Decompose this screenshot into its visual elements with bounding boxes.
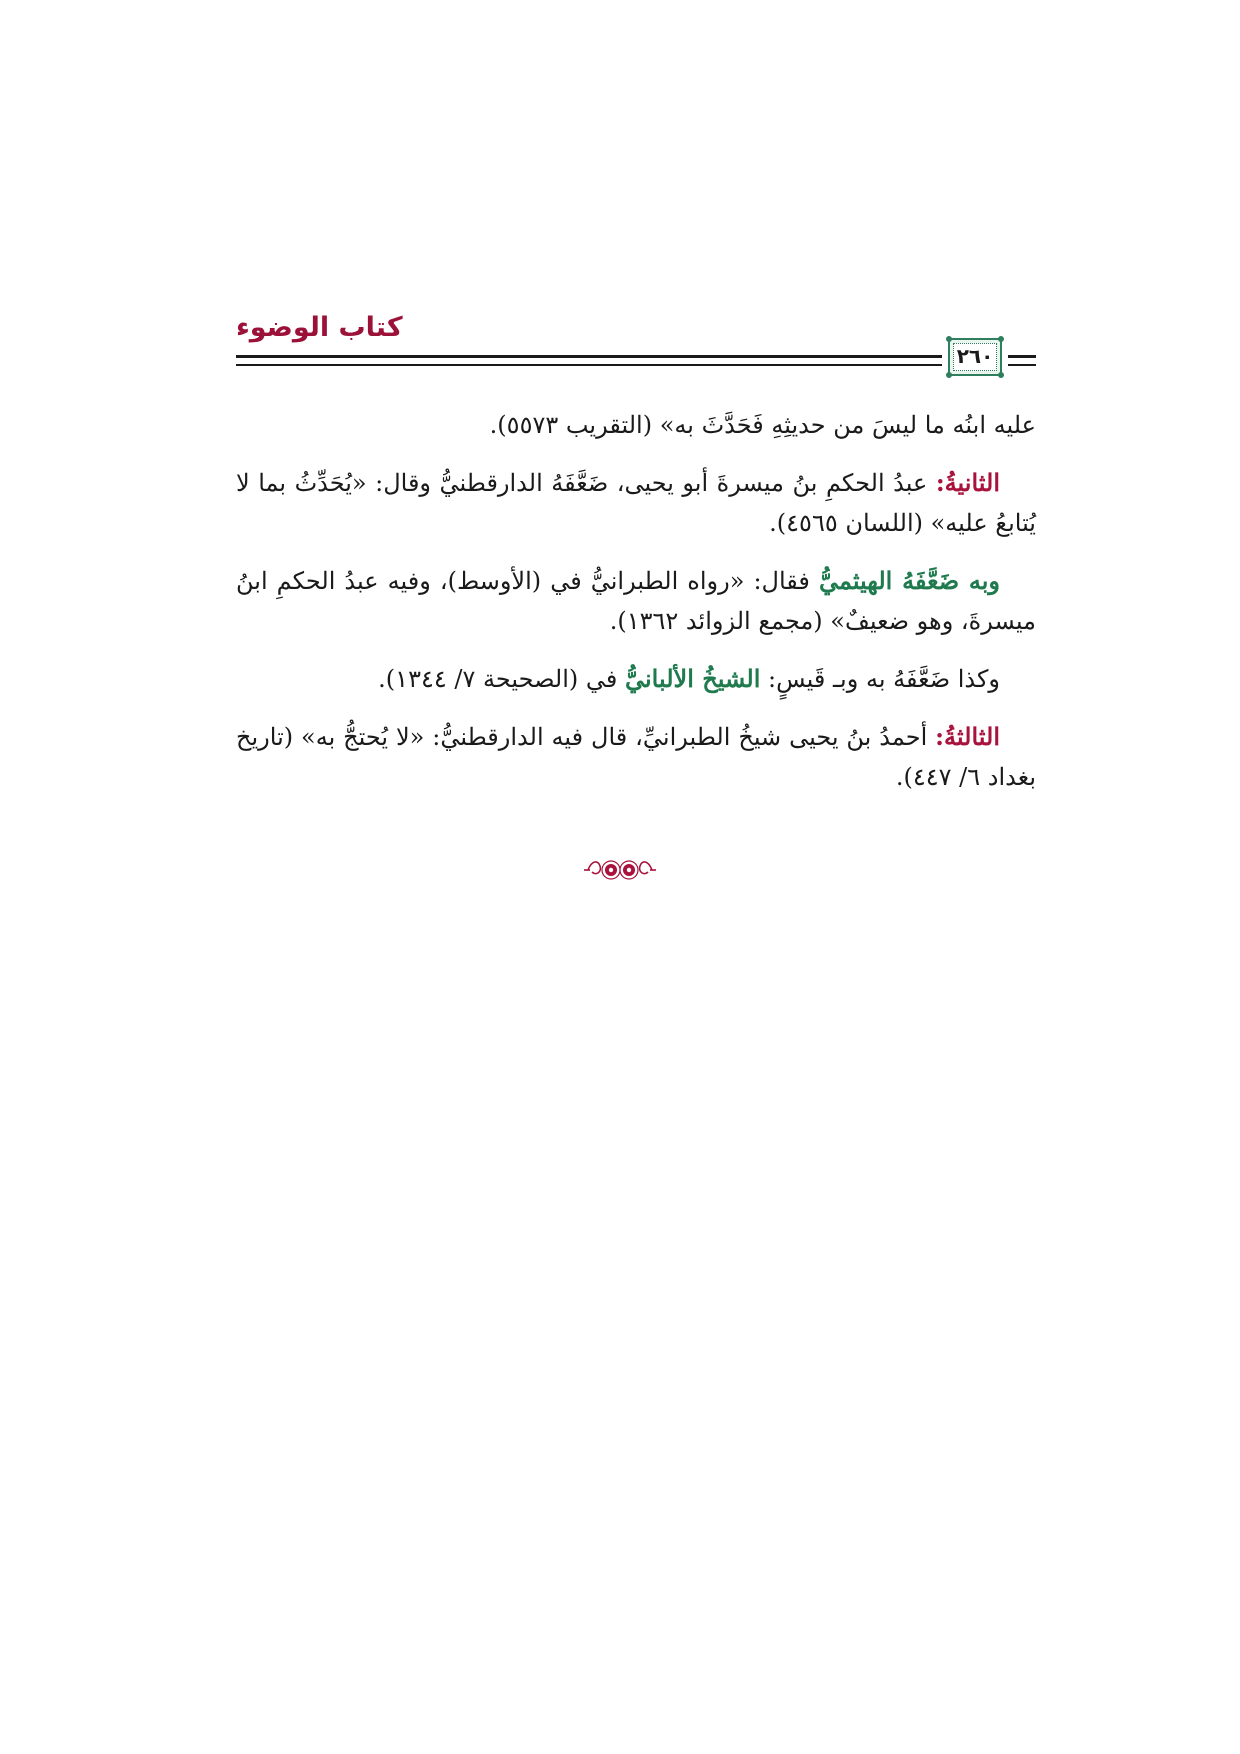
paragraph-second-defect — [236, 463, 1036, 543]
paragraph-third-defect — [236, 717, 1036, 797]
paragraph-heading: وبه ضَعَّفَهُ الهيثميُّ — [818, 566, 1000, 595]
paragraph-continuation — [236, 405, 1036, 445]
floral-divider-icon — [580, 850, 660, 890]
header-rule-thin — [236, 364, 942, 366]
paragraph-haythami — [236, 561, 1036, 641]
paragraph-albani — [236, 659, 1036, 699]
header-rule-thin-right — [1008, 364, 1036, 366]
paragraph-heading: الثالثةُ: — [935, 722, 1000, 751]
book-title: كتاب الوضوء — [236, 312, 403, 343]
paragraph-heading: الشيخُ الألبانيُّ — [624, 664, 761, 693]
paragraph-text: عليه ابنُه ما ليسَ من حديثِهِ فَحَدَّثَ به» (التقريب ٥٥٧٣). — [489, 411, 1036, 439]
frame-corner-icon — [998, 372, 1004, 378]
paragraph-text-after: في (الصحيحة ٧/ ١٣٤٤). — [378, 665, 625, 693]
page-number-frame — [948, 338, 1002, 376]
page-header — [236, 312, 1036, 384]
paragraph-heading: الثانيةُ: — [935, 468, 1000, 497]
header-rule-thick-right — [1008, 355, 1036, 358]
paragraph-text-before: وكذا ضَعَّفَهُ به وبـ قَيسٍ: — [760, 665, 1000, 693]
page-number: ٢٦٠ — [956, 344, 994, 368]
paragraph-text: عبدُ الحكمِ بنُ ميسرةَ أبو يحيى، ضَعَّفَهُ الدارقطنيُّ وقال: «يُحَدِّثُ بما لا يُتابعُ عليه» (اللسان ٤٥٦٥). — [236, 469, 1036, 537]
paragraph-text: فقال: «رواه الطبرانيُّ في (الأوسط)، وفيه عبدُ الحكمِ ابنُ ميسرةَ، وهو ضعيفٌ» (مجمع الزوائد ١٣٦٢). — [236, 567, 1036, 635]
paragraph-text: أحمدُ بنُ يحيى شيخُ الطبرانيِّ، قال فيه الدارقطنيُّ: «لا يُحتجُّ به» (تاريخ بغداد ٦/ ٤٤٧). — [236, 723, 1036, 791]
frame-corner-icon — [946, 336, 952, 342]
header-rule-thick — [236, 355, 942, 358]
page-body — [236, 405, 1036, 815]
frame-corner-icon — [946, 372, 952, 378]
frame-corner-icon — [998, 336, 1004, 342]
